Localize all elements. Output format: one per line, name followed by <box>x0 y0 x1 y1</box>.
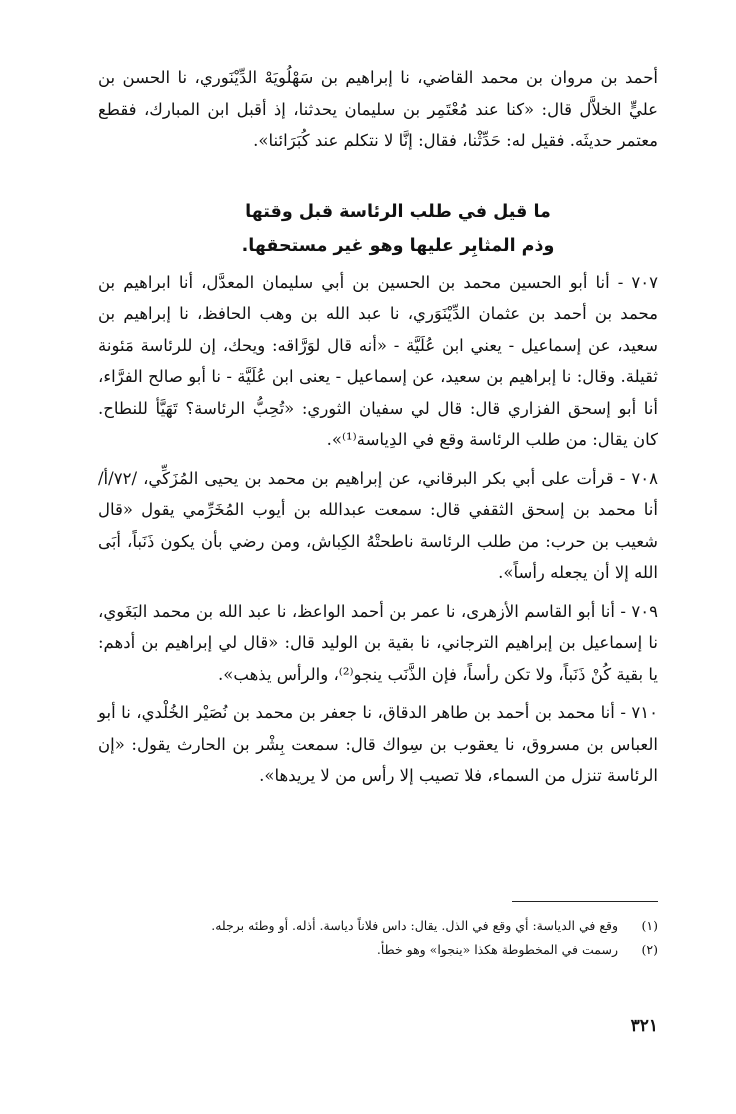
footnote-divider <box>512 901 658 902</box>
narration-710: ٧١٠ - أنا محمد بن أحمد بن طاهر الدقاق، نا جعفر بن محمد بن نُصَيْر الخُلْدي، نا أبو العباس بن مسروق، نا يعقوب بن سِواك قال: سمعت بِشْر بن الحارث يقول: «إن الرئاسة تنزل من السماء، فلا تصيب إلا رأس من لا يريدها». <box>98 703 658 785</box>
intro-paragraph: أحمد بن مروان بن محمد القاضي، نا إبراهيم بن سَهْلُويَهْ الدِّيْنَوري، نا الحسن بن عليٍّ الخلاَّل قال: «كنا عند مُعْتَمِر بن سليمان يحدثنا، إذ أقبل ابن المبارك، فقطع معتمر حديثَه. فقيل له: حَدِّثْنا، فقال: إنَّا لا نتكلم عند كُبَرَائنا». <box>98 68 658 150</box>
narration-708: ٧٠٨ - قرأت على أبي بكر البرقاني، عن إبراهيم بن محمد بن يحيى المُزَكِّي، /٧٢/أ/ أنا محمد بن إسحق الثقفي قال: سمعت عبدالله بن أيوب المُخَرِّمي يقول «قال شعيب بن حرب: من طلب الرئاسة ناطحتْهُ الكِباش، ومن رضي بأن يكون ذَنَباً، أبَى الله إلا أن يجعله رأساً». <box>98 468 658 582</box>
page-number: ٣٢١ <box>630 1016 658 1036</box>
footnote-number: (٢) <box>641 942 658 957</box>
footnote-number: (١) <box>641 918 658 933</box>
narration-709: ٧٠٩ - أنا أبو القاسم الأزهرى، نا عمر بن أحمد الواعظ، نا عبد الله بن محمد البَغَوي، نا إسماعيل بن إبراهيم الترجاني، نا بقية بن الوليد قال: «قال لي إبراهيم بن أدهم: يا بقية كُنْ ذَنَباً، ولا تكن رأساً، فإن الذَّنَب ينجو⁽²⁾، والرأس يذهب». <box>98 601 658 684</box>
footnote-text: رسمت في المخطوطة هكذا «ينجوا» وهو خطأ. <box>376 942 618 957</box>
footnote-2 <box>98 938 658 962</box>
book-page <box>98 62 658 1052</box>
footnote-1 <box>98 914 658 938</box>
narration-707: ٧٠٧ - أنا أبو الحسين محمد بن الحسين بن أبي سليمان المعدَّل، أنا ابراهيم بن محمد بن أحمد بن عثمان الدِّيْنَوَري، نا عبد الله بن وهب الحافظ، نا إبراهيم بن سعيد، عن إسماعيل - يعني ابن عُلَيَّة - «أنه قال لوَرَّاقه: ويحك، إن للرئاسة مَئونة ثقيلة. وقال: نا إبراهيم بن سعيد، عن إسماعيل - يعنى ابن عُلَيَّة - نا أبو صالح الفرَّاء، أنا أبو إسحق الفزاري قال: قال لي سفيان الثوري: «تُحِبُّ الرئاسة؟ تَهَيَّأ للنطاح. كان يقال: من طلب الرئاسة وقع في الدِياسة⁽¹⁾». <box>98 272 658 449</box>
section-heading: ما قيل في طلب الرئاسة قبل وقتها <box>245 201 551 222</box>
footnotes <box>98 914 658 962</box>
section-subheading: وذم المثابِر عليها وهو غير مستحقها. <box>241 235 555 256</box>
footnote-text: وقع في الدياسة: أي وقع في الذل. يقال: داس فلاناً دياسة. أذله. أو وطئه برجله. <box>211 918 618 933</box>
